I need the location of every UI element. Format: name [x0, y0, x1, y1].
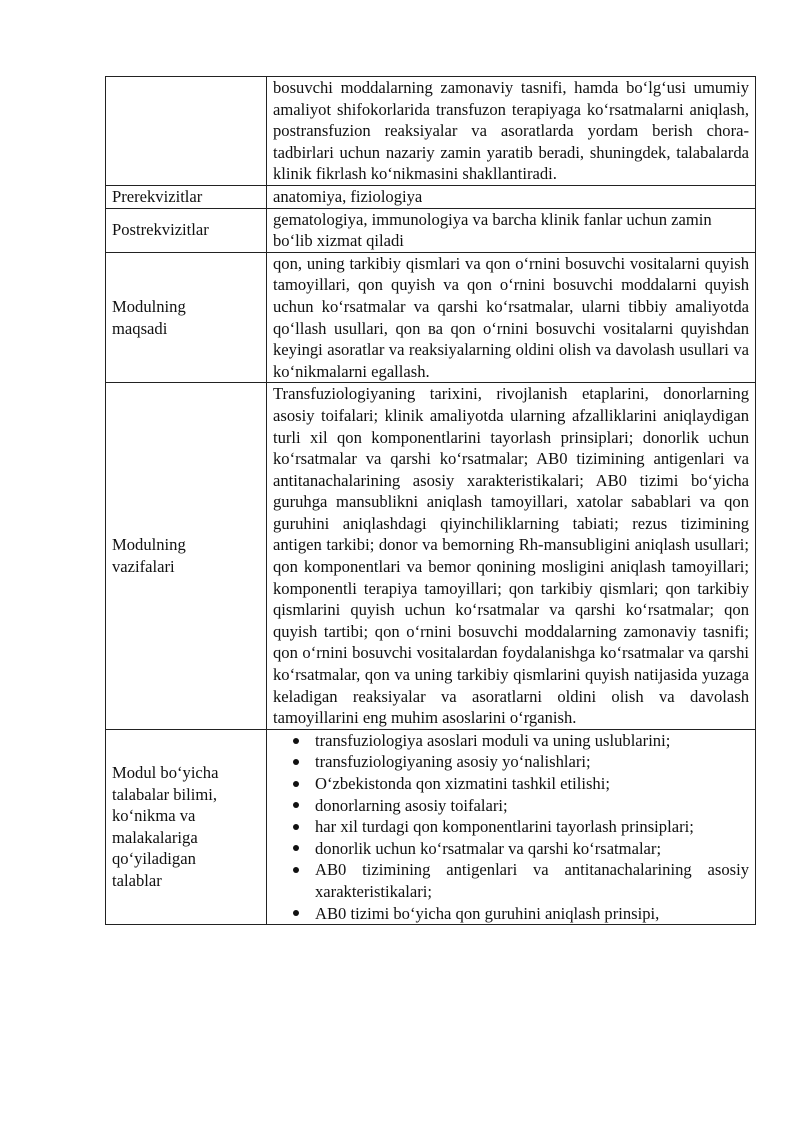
postrequisites-label: Postrekvizitlar [106, 208, 267, 252]
bullet-icon [293, 730, 307, 752]
table-row [106, 185, 756, 208]
list-item: donorlik uchun ko‘rsatmalar va qarshi ko‘rsatmalar; [267, 838, 749, 860]
bullet-icon [293, 773, 307, 795]
tasks-label: Modulning vazifalari [106, 383, 267, 730]
requirements-list-cell [267, 729, 756, 924]
bullet-icon [293, 816, 307, 838]
postrequisites-text: gematologiya, immunologiya va barcha klinik fanlar uchun zamin bo‘lib xizmat qiladi [267, 208, 756, 252]
table-row [106, 729, 756, 924]
list-item: donorlarning asosiy toifalari; [267, 795, 749, 817]
list-item: AB0 tizimi bo‘yicha qon guruhini aniqlash prinsipi, [267, 903, 749, 924]
table-row [106, 383, 756, 730]
list-item: O‘zbekistonda qon xizmatini tashkil etilishi; [267, 773, 749, 795]
intro-text: bosuvchi moddalarning zamonaviy tasnifi, hamda bo‘lg‘usi umumiy amaliyot shifokorlarida transfuzon terapiyaga ko‘rsatmalarni aniqlash, postransfuzion reaksiyalar va asoratlarda yordam berish chora-tadbirlari uchun nazariy zamin yaratib beradi, shuningdek, talabalarda klinik fikrlash ko‘nikmasini shakllantiradi. [267, 77, 756, 186]
goal-text: qon, uning tarkibiy qismlari va qon o‘rnini bosuvchi vositalarni quyish tamoyillari, qon quyish va qon o‘rnini bosuvchi moddalarni quyish uchun ko‘rsatmalar va qarshi ko‘rsatmalar, ularni tibbiy amaliyotda qo‘llash usullari, qon ва qon o‘rnini bosuvchi vositalarni quyishdan keyingi asoratlar va reaksiyalarning oldini olish va davolash usullari va ko‘nikmalarni egallash. [267, 252, 756, 383]
list-item: transfuziologiyaning asosiy yo‘nalishlari; [267, 751, 749, 773]
list-item: har xil turdagi qon komponentlarini tayorlash prinsiplari; [267, 816, 749, 838]
requirements-list [267, 730, 749, 924]
intro-label-cell [106, 77, 267, 186]
table-row [106, 252, 756, 383]
list-item: AB0 tizimining antigenlari va antitanachalarining asosiy xarakteristikalari; [267, 859, 749, 902]
prerequisites-text: anatomiya, fiziologiya [267, 185, 756, 208]
bullet-icon [293, 838, 307, 860]
bullet-icon [293, 903, 307, 924]
bullet-icon [293, 751, 307, 773]
requirements-label: Modul bo‘yicha talabalar bilimi, ko‘nikma va malakalariga qo‘yiladigan talablar [106, 729, 267, 924]
table-row [106, 77, 756, 186]
goal-label: Modulning maqsadi [106, 252, 267, 383]
bullet-icon [293, 859, 307, 881]
tasks-text: Transfuziologiyaning tarixini, rivojlanish etaplarini, donorlarning asosiy toifalari; klinik amaliyotda ularning afzalliklarini aniqlaydigan turli xil qon komponentlarini tayorlash prinsiplari; donorlik uchun ko‘rsatmalar va qarshi ko‘rsatmalar; AB0 tizimining antigenlari va antitanachalarining asosiy xarakteristikalari; AB0 tizimi bo‘yicha guruhga mansublikni aniqlash tamoyillari, xatolar sabablari va qon guruhini aniqlashdagi qiyinchiliklarning tabiati; rezus tizimining antigen tarkibi; donor va bemorning Rh-mansubligini aniqlash usullari; qon komponentlari va bemor qonining mosligini aniqlash tamoyillari; komponentli terapiya tamoyillari; qon tarkibiy qismlari; qon tarkibiy qismlarini quyish uchun ko‘rsatmalar va qarshi ko‘rsatmalar; qon quyish tartibi; qon o‘rnini bosuvchi moddalarning zamonaviy tasnifi; qon o‘rnini bosuvchi vositalardan foydalanishga ko‘rsatmalar va qarshi ko‘rsatmalar, qon va uning tarkibiy qismlarini quyish natijasida yuzaga keladigan reaksiyalar va asoratlarni oldini olish va davolash tamoyillarini eng muhim asoslarini o‘rganish. [267, 383, 756, 730]
prerequisites-label: Prerekvizitlar [106, 185, 267, 208]
table-row [106, 208, 756, 252]
list-item: transfuziologiya asoslari moduli va uning uslublarini; [267, 730, 749, 752]
module-table [105, 76, 756, 925]
bullet-icon [293, 795, 307, 817]
